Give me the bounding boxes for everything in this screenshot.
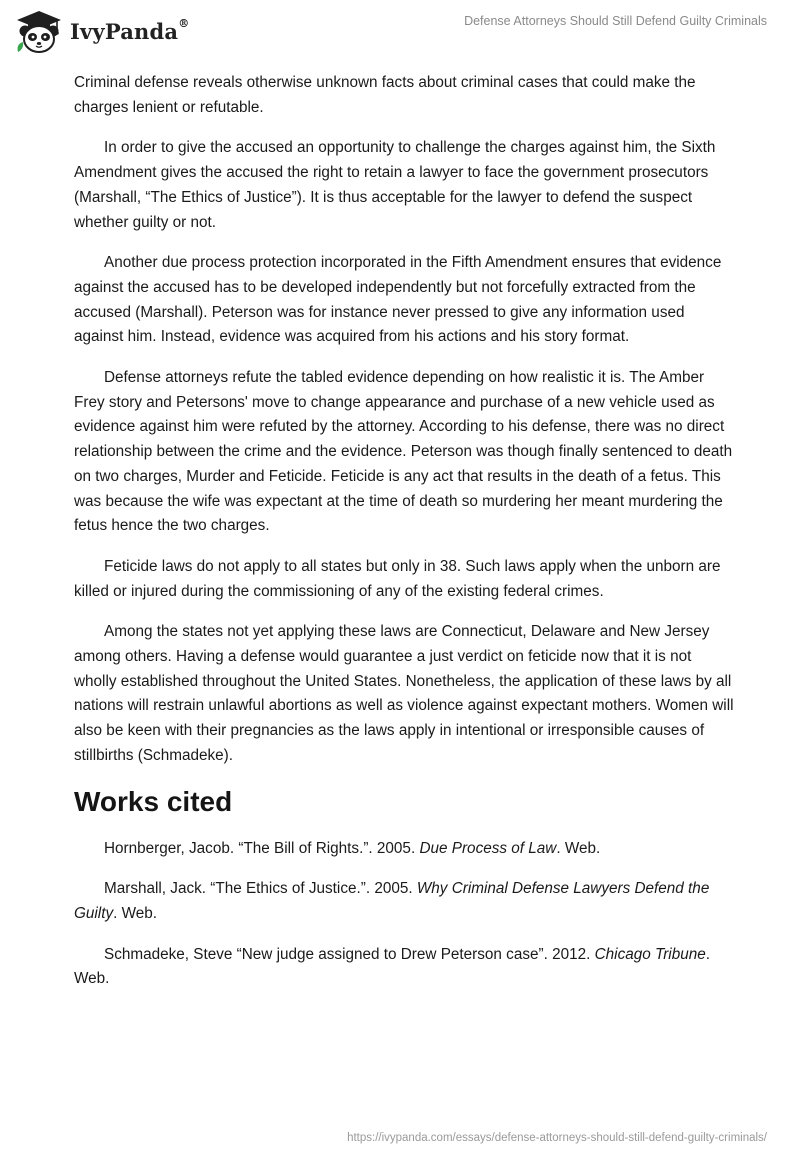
page-header bbox=[0, 0, 800, 64]
paragraph: Criminal defense reveals otherwise unknown facts about criminal cases that could make the charges lenient or refutable. bbox=[74, 74, 696, 116]
citation-text: Marshall, Jack. “The Ethics of Justice.”. 2005. bbox=[104, 880, 417, 898]
citation-entry bbox=[74, 837, 734, 862]
paragraph: Among the states not yet applying these laws are Connecticut, Delaware and New Jersey among others. Having a defense would guarantee a just verdict on feticide now that it is not wholly established throughout the United States. Nonetheless, the application of these laws by all nations will restrain unlawful abortions as well as violence against expectant mothers. Women will also be keen with their pregnancies as the laws apply in intentional or irresponsible causes of stillbirths (Schmadeke). bbox=[74, 623, 734, 764]
citation-text: Hornberger, Jacob. “The Bill of Rights.”. 2005. bbox=[104, 839, 420, 857]
citation-title: Due Process of Law bbox=[419, 839, 557, 857]
citation-suffix: . Web. bbox=[74, 945, 710, 988]
citation-text: Schmadeke, Steve “New judge assigned to Drew Peterson case”. 2012. bbox=[104, 945, 595, 963]
citation-entry bbox=[74, 943, 734, 992]
essay-body bbox=[74, 71, 734, 1008]
citation-title: Why Criminal Defense Lawyers Defend the Guilty bbox=[74, 880, 710, 922]
citation-entry bbox=[74, 877, 734, 926]
citation-title: Chicago Tribune bbox=[594, 945, 706, 963]
document-title: Defense Attorneys Should Still Defend Guilty Criminals bbox=[464, 14, 767, 28]
citation-suffix: . Web. bbox=[556, 839, 601, 857]
logo-wordmark: IvyPanda® bbox=[70, 16, 190, 44]
panda-graduate-icon bbox=[14, 8, 64, 54]
citation-suffix: . Web. bbox=[113, 904, 158, 922]
paragraph: Feticide laws do not apply to all states but only in 38. Such laws apply when the unborn are killed or injured during the commissioning of any of the existing federal crimes. bbox=[74, 557, 721, 600]
paragraph: Another due process protection incorporated in the Fifth Amendment ensures that evidence against the accused has to be developed independently but not forcefully extracted from the accused (Marshall). Peterson was for instance never pressed to give any information used against him. Instead, evidence was acquired from his actions and his story format. bbox=[74, 254, 722, 346]
logo[interactable] bbox=[14, 8, 189, 54]
works-cited-heading: Works cited bbox=[74, 785, 233, 817]
source-url[interactable]: https://ivypanda.com/essays/defense-attorneys-should-still-defend-guilty-criminals/ bbox=[347, 1132, 767, 1144]
paragraph: Defense attorneys refute the tabled evidence depending on how realistic it is. The Amber Frey story and Petersons' move to change appearance and purchase of a new vehicle used as evidence against him were refuted by the attorney. According to his defense, there was no direct relationship between the crime and the evidence. Peterson was though finally sentenced to death on two charges, Murder and Feticide. Feticide is any act that results in the death of a fetus. This was because the wife was expectant at the time of death so murdering her meant murdering the fetus hence the two charges. bbox=[74, 369, 733, 535]
paragraph: In order to give the accused an opportunity to challenge the charges against him, the Sixth Amendment gives the accused the right to retain a lawyer to face the government prosecutors (Marshall, “The Ethics of Justice”). It is thus acceptable for the lawyer to defend the suspect whether guilty or not. bbox=[74, 139, 716, 231]
